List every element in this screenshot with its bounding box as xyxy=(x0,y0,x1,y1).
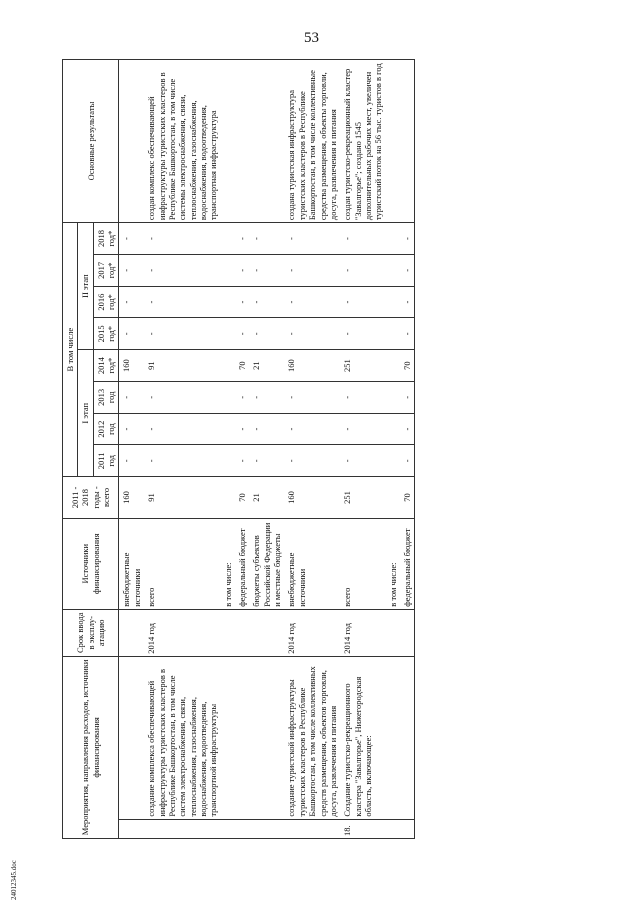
year-value-cell: - xyxy=(400,254,415,286)
term-cell xyxy=(235,609,249,656)
year-value-cell xyxy=(386,381,400,413)
year-value-cell: - xyxy=(400,223,415,255)
year-value-cell: - xyxy=(119,254,144,286)
year-value-cell: - xyxy=(400,445,415,477)
year-value-cell: - xyxy=(144,223,221,255)
term-cell: 2014 год xyxy=(144,609,221,656)
year-value-cell: - xyxy=(119,286,144,318)
result-cell: создана туристская инфраструктура туристских кластеров в Республике Башкортостан, в том числе коллективные средства размещения, объекты торговли, досуга, развлечения и питания xyxy=(284,60,340,223)
table-row xyxy=(235,60,249,839)
year-value-cell xyxy=(386,254,400,286)
total-cell: 70 xyxy=(400,477,415,518)
result-cell xyxy=(386,60,400,223)
year-value-cell: - xyxy=(235,318,249,350)
year-value-cell: - xyxy=(144,445,221,477)
activity-cell: создание туристской инфраструктуры туристских кластеров в Республике Башкортостан, в том числе коллективных средств размещения, объектов торговли, досуга, развлечения и питания xyxy=(284,656,340,819)
year-value-cell: - xyxy=(340,413,385,445)
year-value-cell: - xyxy=(400,318,415,350)
page-number: 53 xyxy=(304,30,319,46)
year-value-cell: - xyxy=(284,381,340,413)
year-value-cell: - xyxy=(340,318,385,350)
year-value-cell: - xyxy=(144,381,221,413)
year-value-cell xyxy=(386,413,400,445)
activity-cell xyxy=(221,656,235,819)
header-year: 2014 год* xyxy=(93,350,119,382)
program-table xyxy=(62,59,415,839)
source-cell: всего xyxy=(340,518,385,609)
year-value-cell: - xyxy=(119,413,144,445)
header-year: 2017 год* xyxy=(93,254,119,286)
year-value-cell: - xyxy=(119,381,144,413)
source-cell: всего xyxy=(144,518,221,609)
row-number: 18. xyxy=(340,819,385,838)
activity-cell xyxy=(386,656,400,819)
result-cell xyxy=(400,60,415,223)
year-value-cell: 160 xyxy=(119,350,144,382)
activity-cell xyxy=(400,656,415,819)
source-cell: федеральный бюджет xyxy=(400,518,415,609)
year-value-cell: - xyxy=(119,223,144,255)
total-cell: 70 xyxy=(235,477,249,518)
result-cell xyxy=(235,60,249,223)
table-header xyxy=(63,60,119,839)
source-cell: бюджеты субъектов Российской Федерации и местные бюджеты xyxy=(249,518,284,609)
year-value-cell xyxy=(221,254,235,286)
year-value-cell: - xyxy=(144,286,221,318)
row-number xyxy=(400,819,415,838)
year-value-cell xyxy=(386,318,400,350)
year-value-cell: - xyxy=(340,223,385,255)
term-cell: 2014 год xyxy=(340,609,385,656)
row-number xyxy=(249,819,284,838)
year-value-cell: - xyxy=(249,381,284,413)
activity-cell xyxy=(235,656,249,819)
year-value-cell: - xyxy=(249,318,284,350)
year-value-cell: - xyxy=(249,286,284,318)
year-value-cell: - xyxy=(235,286,249,318)
activity-cell: Создание туристско-рекреационного кластера "Завалгорье", Нижегородская область, включающее: xyxy=(340,656,385,819)
total-cell xyxy=(221,477,235,518)
year-value-cell: - xyxy=(340,445,385,477)
year-value-cell: - xyxy=(249,223,284,255)
header-year: 2011 год xyxy=(93,445,119,477)
table-row xyxy=(340,60,385,839)
source-cell: федеральный бюджет xyxy=(235,518,249,609)
header-year: 2013 год xyxy=(93,381,119,413)
year-value-cell: - xyxy=(284,318,340,350)
header-year: 2018 год* xyxy=(93,223,119,255)
header-year: 2012 год xyxy=(93,413,119,445)
year-value-cell xyxy=(221,413,235,445)
year-value-cell: - xyxy=(284,413,340,445)
header-total: 2011 - 2018 годы - всего xyxy=(63,477,119,518)
table-body xyxy=(119,60,415,839)
year-value-cell: 160 xyxy=(284,350,340,382)
year-value-cell xyxy=(221,381,235,413)
year-value-cell xyxy=(221,223,235,255)
year-value-cell: - xyxy=(235,254,249,286)
result-cell xyxy=(119,60,144,223)
header-stage-2: II этап xyxy=(78,223,93,350)
term-cell: 2014 год xyxy=(284,609,340,656)
activity-cell xyxy=(119,656,144,819)
total-cell: 21 xyxy=(249,477,284,518)
header-year: 2015 год* xyxy=(93,318,119,350)
source-cell: внебюджетные источники xyxy=(119,518,144,609)
year-value-cell xyxy=(221,286,235,318)
year-value-cell: - xyxy=(284,223,340,255)
header-activity: Мероприятия, направления расходов, источники финансирования xyxy=(63,656,119,838)
rotated-table-container xyxy=(62,59,572,839)
year-value-cell: 70 xyxy=(235,350,249,382)
year-value-cell xyxy=(386,350,400,382)
table-row xyxy=(144,60,221,839)
header-term: Срок ввода в эксплу-атацию xyxy=(63,609,119,656)
table-row xyxy=(119,60,144,839)
total-cell: 160 xyxy=(119,477,144,518)
year-value-cell: - xyxy=(340,381,385,413)
total-cell xyxy=(386,477,400,518)
header-year: 2016 год* xyxy=(93,286,119,318)
result-cell: создан комплекс обеспечивающей инфраструктуры туристских кластеров в Республике Башкортостан, в том числе системы электроснабжения, связи, теплоснабжения, газоснабжения, водоснабжения, водоотведения, транспортная инфраструктура xyxy=(144,60,221,223)
year-value-cell: 91 xyxy=(144,350,221,382)
source-cell: в том числе: xyxy=(386,518,400,609)
year-value-cell: - xyxy=(144,318,221,350)
total-cell: 91 xyxy=(144,477,221,518)
activity-cell: создание комплекса обеспечивающей инфраструктуры туристских кластеров в Республике Башкортостан, в том числе систем электроснабжения, связи, теплоснабжения, газоснабжения, водоснабжения, водоотведения, транспортной инфраструктуры xyxy=(144,656,221,819)
year-value-cell: - xyxy=(235,381,249,413)
year-value-cell: - xyxy=(400,381,415,413)
year-value-cell xyxy=(221,318,235,350)
term-cell xyxy=(400,609,415,656)
year-value-cell: 70 xyxy=(400,350,415,382)
year-value-cell xyxy=(386,223,400,255)
activity-cell xyxy=(249,656,284,819)
source-cell: внебюджетные источники xyxy=(284,518,340,609)
header-results: Основные результаты xyxy=(63,60,119,223)
term-cell xyxy=(119,609,144,656)
year-value-cell: - xyxy=(119,318,144,350)
year-value-cell: - xyxy=(235,445,249,477)
row-number xyxy=(119,819,144,838)
year-value-cell xyxy=(221,445,235,477)
table-row xyxy=(249,60,284,839)
year-value-cell: - xyxy=(119,445,144,477)
footer xyxy=(10,860,22,900)
header-sources: Источники финансирования xyxy=(63,518,119,609)
year-value-cell: - xyxy=(284,445,340,477)
year-value-cell: - xyxy=(340,286,385,318)
term-cell xyxy=(221,609,235,656)
year-value-cell: - xyxy=(400,413,415,445)
table-row xyxy=(284,60,340,839)
row-number xyxy=(221,819,235,838)
year-value-cell: - xyxy=(144,254,221,286)
header-including: В том числе xyxy=(63,223,78,477)
year-value-cell: - xyxy=(340,254,385,286)
source-cell: в том числе: xyxy=(221,518,235,609)
result-cell xyxy=(221,60,235,223)
term-cell xyxy=(249,609,284,656)
row-number xyxy=(235,819,249,838)
row-number xyxy=(386,819,400,838)
total-cell: 160 xyxy=(284,477,340,518)
total-cell: 251 xyxy=(340,477,385,518)
year-value-cell: 251 xyxy=(340,350,385,382)
year-value-cell: - xyxy=(144,413,221,445)
result-cell xyxy=(249,60,284,223)
year-value-cell: - xyxy=(400,286,415,318)
year-value-cell: - xyxy=(284,254,340,286)
year-value-cell xyxy=(386,445,400,477)
table-row xyxy=(400,60,415,839)
row-number xyxy=(284,819,340,838)
term-cell xyxy=(386,609,400,656)
year-value-cell: - xyxy=(284,286,340,318)
year-value-cell: - xyxy=(249,254,284,286)
table-row xyxy=(221,60,235,839)
year-value-cell: - xyxy=(235,413,249,445)
year-value-cell: - xyxy=(249,445,284,477)
year-value-cell: - xyxy=(235,223,249,255)
year-value-cell: - xyxy=(249,413,284,445)
header-stage-1: I этап xyxy=(78,350,93,477)
year-value-cell xyxy=(386,286,400,318)
year-value-cell xyxy=(221,350,235,382)
result-cell: создан туристско-рекреационный кластер "Завалгорье"; создано 1545 дополнительных рабочих мест, увеличен туристский поток на 56 тыс. туристов в год xyxy=(340,60,385,223)
footer-filename: 24012345.doc xyxy=(10,860,18,900)
table-row xyxy=(386,60,400,839)
year-value-cell: 21 xyxy=(249,350,284,382)
row-number xyxy=(144,819,221,838)
